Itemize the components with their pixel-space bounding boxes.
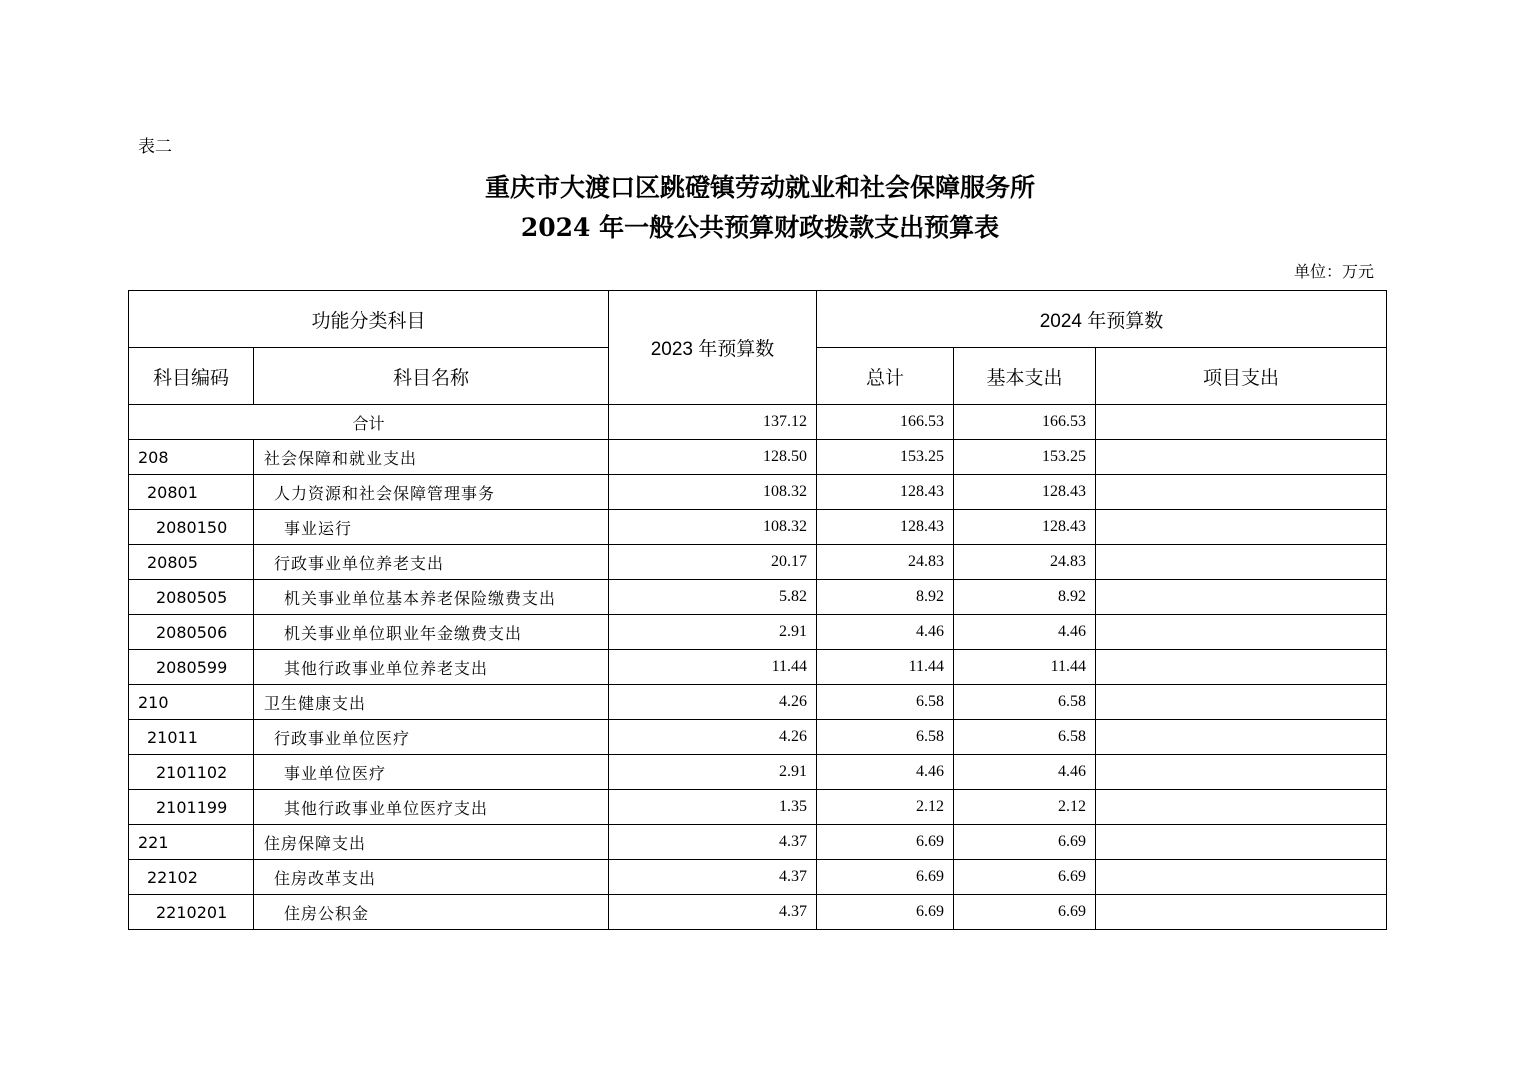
table-row xyxy=(129,860,1387,895)
table-row xyxy=(129,755,1387,790)
budget-2023-cell: 4.37 xyxy=(609,860,817,895)
header-budget-2024: 2024 年预算数 xyxy=(817,291,1387,348)
header-subject-name: 科目名称 xyxy=(254,348,609,405)
project-cell xyxy=(1096,650,1387,685)
subject-code-cell: 221 xyxy=(129,825,254,860)
budget-2023-cell: 11.44 xyxy=(609,650,817,685)
unit-label: 单位：万元 xyxy=(1293,262,1374,281)
header-basic: 基本支出 xyxy=(954,348,1096,405)
table-row xyxy=(129,545,1387,580)
subject-name-cell: 其他行政事业单位医疗支出 xyxy=(254,790,609,825)
basic-cell: 128.43 xyxy=(954,510,1096,545)
subject-name-cell: 事业运行 xyxy=(254,510,609,545)
table-body xyxy=(129,405,1387,930)
total-cell: 128.43 xyxy=(817,510,954,545)
header-total: 总计 xyxy=(817,348,954,405)
project-cell xyxy=(1096,825,1387,860)
header-subject-code: 科目编码 xyxy=(129,348,254,405)
project-cell xyxy=(1096,580,1387,615)
total-cell: 128.43 xyxy=(817,475,954,510)
total-cell: 153.25 xyxy=(817,440,954,475)
total-row xyxy=(129,405,1387,440)
budget-2023-cell: 4.26 xyxy=(609,720,817,755)
project-cell xyxy=(1096,895,1387,930)
subject-code-cell: 2080506 xyxy=(129,615,254,650)
total-row-budget-2023: 137.12 xyxy=(609,405,817,440)
subject-code-cell: 2080505 xyxy=(129,580,254,615)
project-cell xyxy=(1096,545,1387,580)
project-cell xyxy=(1096,755,1387,790)
basic-cell: 153.25 xyxy=(954,440,1096,475)
project-cell xyxy=(1096,440,1387,475)
total-row-total: 166.53 xyxy=(817,405,954,440)
subject-name-cell: 机关事业单位职业年金缴费支出 xyxy=(254,615,609,650)
table-row xyxy=(129,790,1387,825)
basic-cell: 11.44 xyxy=(954,650,1096,685)
table-row xyxy=(129,720,1387,755)
budget-2023-cell: 4.37 xyxy=(609,825,817,860)
table-row xyxy=(129,440,1387,475)
subject-code-cell: 2101199 xyxy=(129,790,254,825)
basic-cell: 6.69 xyxy=(954,895,1096,930)
basic-cell: 24.83 xyxy=(954,545,1096,580)
subject-code-cell: 22102 xyxy=(129,860,254,895)
total-cell: 6.69 xyxy=(817,825,954,860)
subject-name-cell: 行政事业单位养老支出 xyxy=(254,545,609,580)
table-row xyxy=(129,510,1387,545)
total-row-project xyxy=(1096,405,1387,440)
budget-2023-cell: 20.17 xyxy=(609,545,817,580)
subject-code-cell: 2080150 xyxy=(129,510,254,545)
table-row xyxy=(129,650,1387,685)
subject-code-cell: 20805 xyxy=(129,545,254,580)
total-cell: 24.83 xyxy=(817,545,954,580)
subject-name-cell: 机关事业单位基本养老保险缴费支出 xyxy=(254,580,609,615)
budget-2023-cell: 128.50 xyxy=(609,440,817,475)
budget-table xyxy=(128,290,1387,930)
table-row xyxy=(129,895,1387,930)
project-cell xyxy=(1096,510,1387,545)
header-budget-2023: 2023 年预算数 xyxy=(609,291,817,405)
basic-cell: 4.46 xyxy=(954,615,1096,650)
table-row xyxy=(129,825,1387,860)
budget-2023-cell: 1.35 xyxy=(609,790,817,825)
document-title-line2: 2024 年一般公共预算财政拨款支出预算表 xyxy=(520,213,1000,242)
basic-cell: 4.46 xyxy=(954,755,1096,790)
total-cell: 6.58 xyxy=(817,720,954,755)
document-label: 表二 xyxy=(138,137,172,157)
project-cell xyxy=(1096,790,1387,825)
basic-cell: 6.58 xyxy=(954,685,1096,720)
header-project: 项目支出 xyxy=(1096,348,1387,405)
budget-2023-cell: 2.91 xyxy=(609,755,817,790)
budget-2023-cell: 108.32 xyxy=(609,510,817,545)
total-cell: 6.69 xyxy=(817,895,954,930)
subject-code-cell: 20801 xyxy=(129,475,254,510)
project-cell xyxy=(1096,860,1387,895)
subject-code-cell: 208 xyxy=(129,440,254,475)
table-row xyxy=(129,685,1387,720)
subject-code-cell: 210 xyxy=(129,685,254,720)
budget-2023-cell: 4.26 xyxy=(609,685,817,720)
basic-cell: 6.69 xyxy=(954,860,1096,895)
budget-2023-cell: 2.91 xyxy=(609,615,817,650)
subject-code-cell: 21011 xyxy=(129,720,254,755)
project-cell xyxy=(1096,475,1387,510)
basic-cell: 2.12 xyxy=(954,790,1096,825)
basic-cell: 6.58 xyxy=(954,720,1096,755)
subject-name-cell: 住房保障支出 xyxy=(254,825,609,860)
total-cell: 4.46 xyxy=(817,615,954,650)
subject-name-cell: 事业单位医疗 xyxy=(254,755,609,790)
total-row-label: 合计 xyxy=(129,405,609,440)
table-row xyxy=(129,580,1387,615)
table-row xyxy=(129,475,1387,510)
project-cell xyxy=(1096,720,1387,755)
basic-cell: 128.43 xyxy=(954,475,1096,510)
project-cell xyxy=(1096,615,1387,650)
subject-name-cell: 人力资源和社会保障管理事务 xyxy=(254,475,609,510)
subject-name-cell: 其他行政事业单位养老支出 xyxy=(254,650,609,685)
subject-code-cell: 2101102 xyxy=(129,755,254,790)
subject-name-cell: 住房改革支出 xyxy=(254,860,609,895)
subject-code-cell: 2210201 xyxy=(129,895,254,930)
subject-name-cell: 卫生健康支出 xyxy=(254,685,609,720)
total-cell: 2.12 xyxy=(817,790,954,825)
subject-name-cell: 行政事业单位医疗 xyxy=(254,720,609,755)
total-cell: 6.69 xyxy=(817,860,954,895)
subject-code-cell: 2080599 xyxy=(129,650,254,685)
total-cell: 4.46 xyxy=(817,755,954,790)
document-title-line1: 重庆市大渡口区跳磴镇劳动就业和社会保障服务所 xyxy=(484,173,1035,202)
total-cell: 8.92 xyxy=(817,580,954,615)
table-row xyxy=(129,615,1387,650)
basic-cell: 8.92 xyxy=(954,580,1096,615)
total-row-basic: 166.53 xyxy=(954,405,1096,440)
basic-cell: 6.69 xyxy=(954,825,1096,860)
total-cell: 11.44 xyxy=(817,650,954,685)
subject-name-cell: 住房公积金 xyxy=(254,895,609,930)
budget-2023-cell: 108.32 xyxy=(609,475,817,510)
header-row-1 xyxy=(129,291,1387,348)
project-cell xyxy=(1096,685,1387,720)
budget-2023-cell: 5.82 xyxy=(609,580,817,615)
subject-name-cell: 社会保障和就业支出 xyxy=(254,440,609,475)
budget-2023-cell: 4.37 xyxy=(609,895,817,930)
total-cell: 6.58 xyxy=(817,685,954,720)
header-func-category: 功能分类科目 xyxy=(129,291,609,348)
